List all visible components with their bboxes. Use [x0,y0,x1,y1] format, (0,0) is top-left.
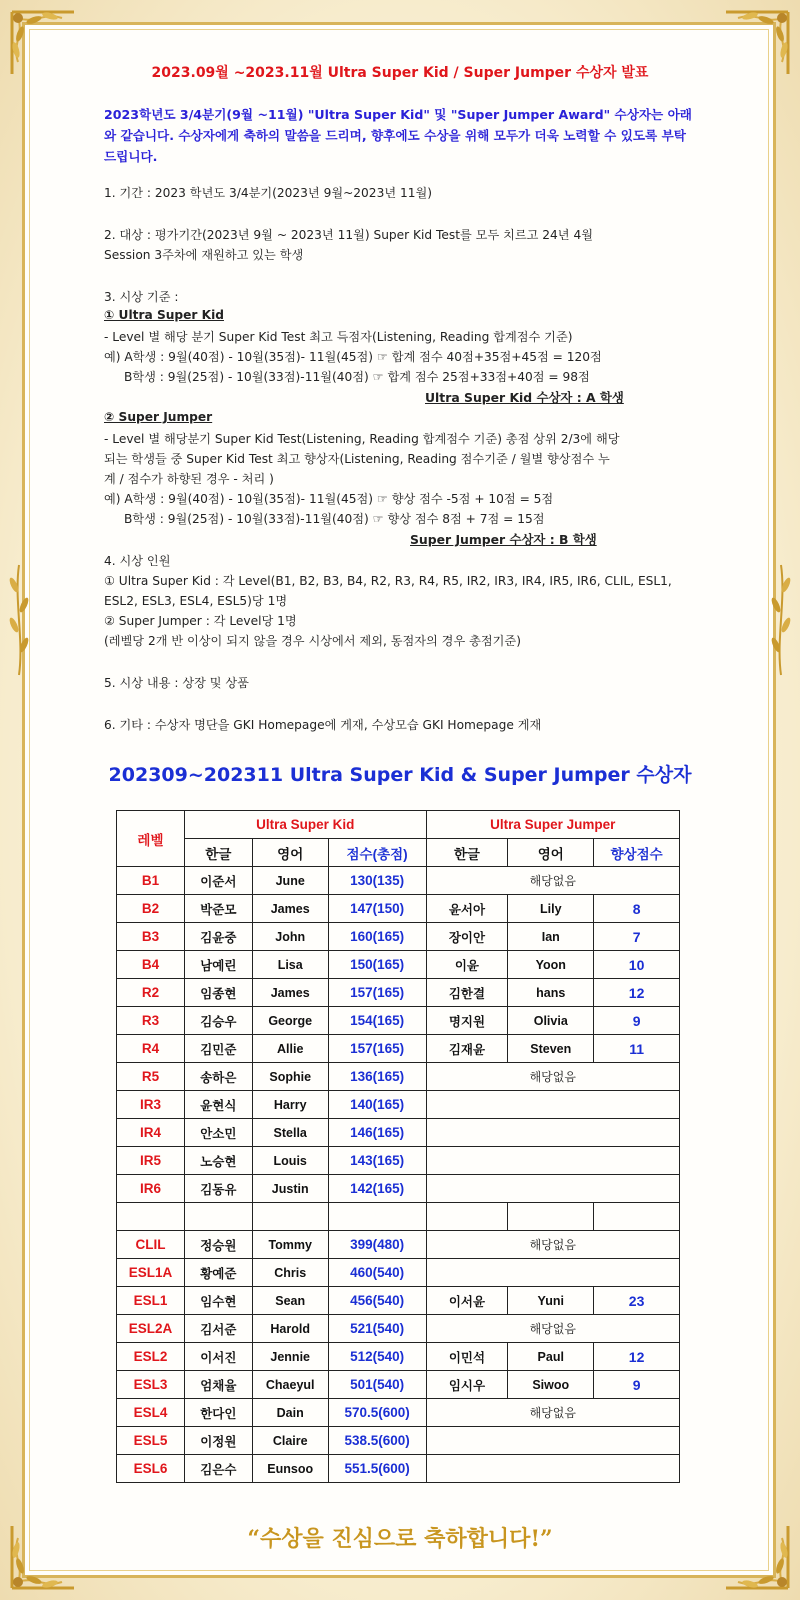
sj-description-3: 계 / 점수가 하향된 경우 - 처리 ) [104,472,274,486]
table-row [117,1455,680,1483]
winners-table [116,810,680,1483]
jumper-korean-header: 한글 [426,839,508,867]
usk-score: 570.5(600) [328,1399,426,1427]
usk-korean-name: 엄채율 [184,1371,252,1399]
level-cell: ESL1A [117,1259,185,1287]
usk-korean-name: 김은수 [184,1455,252,1483]
level-cell: B3 [117,923,185,951]
empty-cell [117,1203,185,1231]
table-row [117,1147,680,1175]
usk-korean-name: 안소민 [184,1119,252,1147]
jumper-empty-cell [426,1455,679,1483]
table-row [117,1203,680,1231]
jumper-improve-score: 11 [594,1035,680,1063]
usk-example-a: 예) A학생 : 9월(40점) - 10월(35점)- 11월(45점) ☞ 합계 점수 40점+35점+45점 = 120점 [104,350,602,364]
jumper-english-name: Ian [508,923,594,951]
usk-english-name: Allie [252,1035,328,1063]
jumper-group-header: Ultra Super Jumper [426,811,679,839]
jumper-korean-name: 이윤 [426,951,508,979]
gold-leaf-branch-icon [4,560,34,680]
usk-english-name: Harry [252,1091,328,1119]
usk-example-b: B학생 : 9월(25점) - 10월(33점)-11월(40점) ☞ 합계 점수 25점+33점+40점 = 98점 [124,370,590,384]
usk-korean-name: 김윤중 [184,923,252,951]
empty-cell [508,1203,594,1231]
usk-score: 157(165) [328,1035,426,1063]
level-cell: IR3 [117,1091,185,1119]
table-title: 202309~202311 Ultra Super Kid & Super Jumper 수상자 [108,764,692,786]
usk-english-name: Sean [252,1287,328,1315]
level-cell: R2 [117,979,185,1007]
jumper-english-name: Steven [508,1035,594,1063]
usk-english-name: Louis [252,1147,328,1175]
table-row [117,895,680,923]
jumper-korean-name: 김재윤 [426,1035,508,1063]
usk-score: 160(165) [328,923,426,951]
usk-score: 512(540) [328,1343,426,1371]
usk-korean-name: 이서진 [184,1343,252,1371]
usk-korean-name: 임수현 [184,1287,252,1315]
empty-cell [252,1203,328,1231]
jumper-english-name: Yoon [508,951,594,979]
usk-score: 150(165) [328,951,426,979]
usk-korean-name: 김서준 [184,1315,252,1343]
sj-example-a: 예) A학생 : 9월(40점) - 10월(35점)- 11월(45점) ☞ 향상 점수 -5점 + 10점 = 5점 [104,492,554,506]
usk-english-name: Dain [252,1399,328,1427]
usk-english-name: George [252,1007,328,1035]
usk-score: 146(165) [328,1119,426,1147]
level-cell: ESL2 [117,1343,185,1371]
table-row [117,1287,680,1315]
table-row [117,1007,680,1035]
level-cell: ESL4 [117,1399,185,1427]
level-cell: IR4 [117,1119,185,1147]
usk-english-name: Lisa [252,951,328,979]
jumper-korean-name: 명지원 [426,1007,508,1035]
level-cell: R4 [117,1035,185,1063]
jumper-english-name: Paul [508,1343,594,1371]
usk-korean-name: 김민준 [184,1035,252,1063]
jumper-not-applicable: 해당없음 [426,1231,679,1259]
usk-score: 142(165) [328,1175,426,1203]
table-row [117,1119,680,1147]
table-row [117,1399,680,1427]
table-row [117,1371,680,1399]
usk-korean-name: 정승원 [184,1231,252,1259]
usk-score: 157(165) [328,979,426,1007]
etc-line: 6. 기타 : 수상자 명단을 GKI Homepage에 게재, 수상모습 GKI Homepage 게재 [104,718,542,732]
table-row [117,1063,680,1091]
jumper-improve-score: 9 [594,1007,680,1035]
table-row [117,1231,680,1259]
jumper-empty-cell [426,1175,679,1203]
jumper-empty-cell [426,1147,679,1175]
level-cell: ESL1 [117,1287,185,1315]
jumper-improve-score: 12 [594,1343,680,1371]
level-cell: IR5 [117,1147,185,1175]
intro-paragraph: 2023학년도 3/4분기(9월 ~11월) "Ultra Super Kid" 및 "Super Jumper Award" 수상자는 아래와 같습니다. 수상자에게 축하의 말씀을 드리며, 향후에도 수상을 위해 모두가 더욱 노력할 수 있도록 부탁 드립니다. [104,107,692,164]
jumper-empty-cell [426,1259,679,1287]
usk-winner-note: Ultra Super Kid 수상자 : A 학생 [425,390,624,405]
usk-english-name: Jennie [252,1343,328,1371]
usk-english-name: Chaeyul [252,1371,328,1399]
jumper-not-applicable: 해당없음 [426,1399,679,1427]
table-row [117,1343,680,1371]
jumper-korean-name: 윤서아 [426,895,508,923]
level-cell: ESL6 [117,1455,185,1483]
people-sj-line: ② Super Jumper : 각 Level당 1명 [104,614,297,628]
jumper-english-header: 영어 [508,839,594,867]
usk-english-name: Chris [252,1259,328,1287]
target-line-1: 2. 대상 : 평가기간(2023년 9월 ~ 2023년 11월) Super Kid Test를 모두 치르고 24년 4월 [104,228,593,242]
criteria-heading: 3. 시상 기준 : [104,290,179,304]
sj-description-2: 되는 학생들 중 Super Kid Test 최고 향상자(Listening, Reading 점수기준 / 월별 향상점수 누 [104,452,610,466]
announcement-title: 2023.09월 ~2023.11월 Ultra Super Kid / Super Jumper 수상자 발표 [151,65,649,81]
jumper-not-applicable: 해당없음 [426,1315,679,1343]
usk-korean-name: 노승현 [184,1147,252,1175]
usk-score: 136(165) [328,1063,426,1091]
level-cell: ESL5 [117,1427,185,1455]
jumper-improve-score: 12 [594,979,680,1007]
usk-score: 538.5(600) [328,1427,426,1455]
gold-leaf-branch-icon [766,560,796,680]
usk-korean-name: 윤현식 [184,1091,252,1119]
usk-korean-name: 김승우 [184,1007,252,1035]
usk-score: 399(480) [328,1231,426,1259]
level-cell: R5 [117,1063,185,1091]
people-usk-line-1: ① Ultra Super Kid : 각 Level(B1, B2, B3, B4, R2, R3, R4, R5, IR2, IR3, IR4, IR5, IR6, CLIL, ESL1, [104,574,672,588]
jumper-english-name: Siwoo [508,1371,594,1399]
level-cell: B2 [117,895,185,923]
table-row [117,1175,680,1203]
empty-cell [594,1203,680,1231]
period-line: 1. 기간 : 2023 학년도 3/4분기(2023년 9월~2023년 11월) [104,186,433,200]
usk-korean-name: 박준모 [184,895,252,923]
usk-score: 456(540) [328,1287,426,1315]
jumper-english-name: Lily [508,895,594,923]
usk-score: 551.5(600) [328,1455,426,1483]
usk-score: 147(150) [328,895,426,923]
jumper-empty-cell [426,1091,679,1119]
sj-heading: ② Super Jumper [104,410,213,424]
level-cell: CLIL [117,1231,185,1259]
usk-english-header: 영어 [252,839,328,867]
usk-english-name: Justin [252,1175,328,1203]
jumper-korean-name: 이민석 [426,1343,508,1371]
jumper-english-name: hans [508,979,594,1007]
sj-winner-note: Super Jumper 수상자 : B 학생 [410,532,597,547]
table-row [117,923,680,951]
people-note: (레벨당 2개 반 이상이 되지 않을 경우 시상에서 제외, 동점자의 경우 총점기준) [104,634,521,648]
level-cell: B4 [117,951,185,979]
jumper-not-applicable: 해당없음 [426,867,679,895]
usk-score: 521(540) [328,1315,426,1343]
jumper-improve-score: 10 [594,951,680,979]
jumper-korean-name: 임시우 [426,1371,508,1399]
award-content-line: 5. 시상 내용 : 상장 및 상품 [104,676,249,690]
usk-korean-name: 이준서 [184,867,252,895]
jumper-not-applicable: 해당없음 [426,1063,679,1091]
closing-message: “수상을 진심으로 축하합니다!” [247,1526,553,1552]
usk-korean-name: 이정원 [184,1427,252,1455]
jumper-korean-name: 이서윤 [426,1287,508,1315]
usk-english-name: Sophie [252,1063,328,1091]
table-row [117,951,680,979]
jumper-korean-name: 김한결 [426,979,508,1007]
winners-table-body [117,867,680,1483]
jumper-korean-name: 장이안 [426,923,508,951]
usk-score-header: 점수(총점) [328,839,426,867]
usk-korean-header: 한글 [184,839,252,867]
target-line-2: Session 3주차에 재원하고 있는 학생 [104,248,304,262]
usk-korean-name: 한다인 [184,1399,252,1427]
level-cell: ESL3 [117,1371,185,1399]
level-cell: IR6 [117,1175,185,1203]
usk-english-name: John [252,923,328,951]
usk-score: 154(165) [328,1007,426,1035]
empty-cell [426,1203,508,1231]
level-cell: B1 [117,867,185,895]
table-row [117,979,680,1007]
level-header: 레벨 [117,811,185,867]
usk-english-name: June [252,867,328,895]
usk-english-name: Harold [252,1315,328,1343]
usk-group-header: Ultra Super Kid [184,811,426,839]
usk-english-name: Eunsoo [252,1455,328,1483]
jumper-improve-header: 향상점수 [594,839,680,867]
empty-cell [184,1203,252,1231]
usk-english-name: James [252,979,328,1007]
usk-korean-name: 임종현 [184,979,252,1007]
level-cell: ESL2A [117,1315,185,1343]
sj-description-1: - Level 별 해당분기 Super Kid Test(Listening, Reading 합계점수 기준) 총점 상위 2/3에 해당 [104,432,620,446]
people-usk-line-2: ESL2, ESL3, ESL4, ESL5)당 1명 [104,594,288,608]
table-row [117,1427,680,1455]
jumper-empty-cell [426,1119,679,1147]
usk-korean-name: 남예린 [184,951,252,979]
usk-heading: ① Ultra Super Kid [104,308,224,322]
empty-cell [328,1203,426,1231]
table-row [117,867,680,895]
usk-score: 460(540) [328,1259,426,1287]
sj-example-b: B학생 : 9월(25점) - 10월(33점)-11월(40점) ☞ 향상 점수 8점 + 7점 = 15점 [124,512,545,526]
jumper-english-name: Olivia [508,1007,594,1035]
usk-description: - Level 별 해당 분기 Super Kid Test 최고 득점자(Listening, Reading 합계점수 기준) [104,330,573,344]
usk-english-name: Tommy [252,1231,328,1259]
jumper-improve-score: 9 [594,1371,680,1399]
usk-korean-name: 황예준 [184,1259,252,1287]
jumper-empty-cell [426,1427,679,1455]
table-row [117,1315,680,1343]
table-row [117,1091,680,1119]
usk-score: 130(135) [328,867,426,895]
usk-score: 143(165) [328,1147,426,1175]
table-row [117,1259,680,1287]
jumper-improve-score: 23 [594,1287,680,1315]
level-cell: R3 [117,1007,185,1035]
usk-score: 140(165) [328,1091,426,1119]
usk-english-name: Claire [252,1427,328,1455]
table-row [117,1035,680,1063]
jumper-improve-score: 7 [594,923,680,951]
usk-korean-name: 김동유 [184,1175,252,1203]
usk-korean-name: 송하은 [184,1063,252,1091]
usk-english-name: James [252,895,328,923]
usk-english-name: Stella [252,1119,328,1147]
people-heading: 4. 시상 인원 [104,554,171,568]
jumper-english-name: Yuni [508,1287,594,1315]
jumper-improve-score: 8 [594,895,680,923]
usk-score: 501(540) [328,1371,426,1399]
